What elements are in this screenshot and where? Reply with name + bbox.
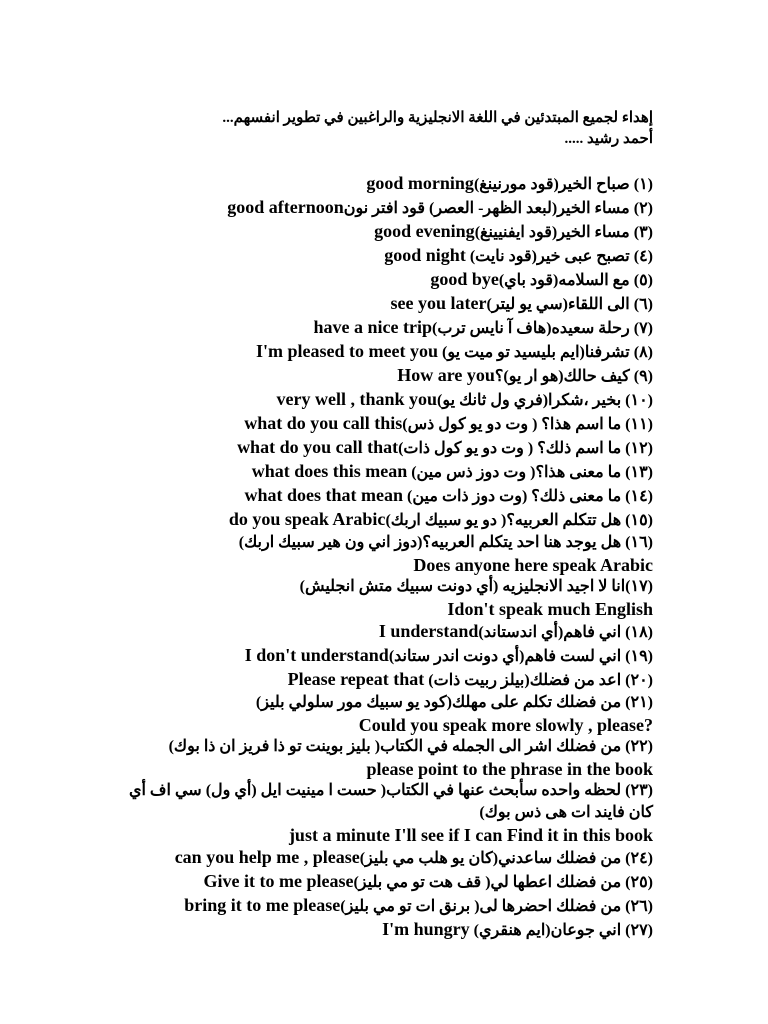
english-text: Give it to me please (203, 871, 354, 891)
english-text: Does anyone here speak Arabic (413, 555, 653, 575)
phrase-entry-12 (110, 436, 653, 460)
arabic-text: (٢٤) من فضلك ساعدني(كان يو هلب مي بليز) (359, 850, 653, 867)
arabic-text: (٨) تشرفنا(ايم بليسيد تو ميت يو) (442, 344, 653, 361)
document-content (110, 108, 653, 942)
arabic-text: (٢١) من فضلك تكلم على مهلك(كود يو سبيك مور سلولي بليز) (255, 694, 653, 711)
phrase-list (110, 172, 653, 942)
english-text: good morning (366, 173, 474, 193)
phrase-entry-21 (110, 692, 653, 736)
english-text: Idon't speak much English (447, 599, 653, 619)
phrase-entry-27 (110, 918, 653, 942)
arabic-text: (٦) الى اللقاء(سي يو ليتر) (486, 296, 653, 313)
arabic-text: (٢٣) لحظه واحده سأبحث عنها في الكتاب( حست ا مينيت ايل (أي ول) سي اف أي كان فايند ات هى ذس بوك) (128, 782, 653, 821)
phrase-entry-10 (110, 388, 653, 412)
arabic-text: (١٥) هل تتكلم العربيه؟( دو يو سبيك اربك) (385, 512, 653, 529)
english-text: very well , thank you (276, 389, 438, 409)
arabic-text: (٥) مع السلامه(قود باي) (498, 272, 653, 289)
dedication (110, 108, 653, 150)
arabic-text: (٢) مساء الخير(لبعد الظهر- العصر) قود افتر نون (343, 200, 653, 217)
phrase-entry-4 (110, 244, 653, 268)
english-text: Could you speak more slowly , please? (358, 715, 653, 735)
phrase-entry-1 (110, 172, 653, 196)
phrase-entry-9 (110, 364, 653, 388)
english-text: bring it to me please (184, 895, 341, 915)
arabic-text: (١٧)انا لا اجيد الانجليزيه (أي دونت سبيك متش انجليش) (299, 578, 653, 595)
english-text: what do you call that (237, 437, 399, 457)
english-text: good bye (430, 269, 499, 289)
arabic-text: (٢٢) من فضلك اشر الى الجمله في الكتاب( بليز بوينت تو ذا فريز ان ذا بوك) (168, 738, 653, 755)
arabic-text: (٤) تصبح عبى خير(قود نايت) (469, 248, 653, 265)
arabic-text: (١) صباح الخير(قود مورنينغ) (473, 176, 653, 193)
phrase-entry-6 (110, 292, 653, 316)
english-text: I'm hungry (382, 919, 470, 939)
english-text: what do you call this (244, 413, 403, 433)
english-text: can you help me , please (174, 847, 360, 867)
phrase-entry-3 (110, 220, 653, 244)
english-text: just a minute I'll see if I can Find it in this book (288, 825, 653, 845)
english-text: How are you (397, 365, 495, 385)
arabic-text: (٧) رحلة سعيده(هاف آ نايس ترب) (432, 320, 653, 337)
english-text: I don't understand (244, 645, 389, 665)
arabic-text: (١٢) ما اسم ذلك؟ ( وت دو يو كول ذات) (398, 440, 653, 457)
arabic-text: (١٩) اني لست فاهم(أي دونت اندر ستاند) (388, 648, 653, 665)
author-line: أحمد رشيد ..... (564, 131, 653, 147)
arabic-text: (٢٠) اعد من فضلك(بيلز ربيت ذات) (428, 672, 653, 689)
english-text: have a nice trip (313, 317, 432, 337)
phrase-entry-26 (110, 894, 653, 918)
phrase-entry-17 (110, 576, 653, 620)
english-text: do you speak Arabic (228, 509, 386, 529)
english-text: see you later (390, 293, 487, 313)
phrase-entry-22 (110, 736, 653, 780)
arabic-text: (١٦) هل يوجد هنا احد يتكلم العربيه؟(دوز اني ون هير سبيك اربك) (238, 534, 653, 551)
arabic-text: (١٣) ما معنى هذا؟( وت دوز ذس مين) (411, 464, 653, 481)
phrase-entry-19 (110, 644, 653, 668)
english-text: what does this mean (251, 461, 408, 481)
phrase-entry-7 (110, 316, 653, 340)
arabic-text: (١٨) اني فاهم(أي اندستاند) (478, 624, 653, 641)
arabic-text: (٢٥) من فضلك اعطها لي( قف هت تو مي بليز) (353, 874, 653, 891)
phrase-entry-13 (110, 460, 653, 484)
english-text: good evening (374, 221, 475, 241)
arabic-text: (١١) ما اسم هذا؟ ( وت دو يو كول ذس) (402, 416, 653, 433)
phrase-entry-20 (110, 668, 653, 692)
arabic-text: (١٤) ما معنى ذلك؟ (وت دوز ذات مين) (407, 488, 653, 505)
arabic-text: (١٠) بخير ،شكرا(فري ول ثانك يو) (437, 392, 653, 409)
arabic-text: (٢٦) من فضلك احضرها لى( برنق ات تو مي بليز) (340, 898, 653, 915)
phrase-entry-11 (110, 412, 653, 436)
phrase-entry-23 (110, 780, 653, 846)
arabic-text: (٩) كيف حالك(هو ار يو)؟ (494, 368, 653, 385)
english-text: Please repeat that (287, 669, 425, 689)
english-text: good night (384, 245, 466, 265)
english-text: what does that mean (244, 485, 404, 505)
phrase-entry-8 (110, 340, 653, 364)
arabic-text: (٣) مساء الخير(قود ايفنيينغ) (474, 224, 653, 241)
phrase-entry-14 (110, 484, 653, 508)
phrase-entry-5 (110, 268, 653, 292)
phrase-entry-15 (110, 508, 653, 532)
english-text: please point to the phrase in the book (366, 759, 653, 779)
phrase-entry-25 (110, 870, 653, 894)
arabic-text: (٢٧) اني جوعان(ايم هنقري) (473, 922, 653, 939)
dedication-line: إهداء لجميع المبتدئين في اللغة الانجليزية والراغبين في تطوير انفسهم... (222, 110, 653, 126)
english-text: good afternoon (227, 197, 344, 217)
phrase-entry-2 (110, 196, 653, 220)
phrase-entry-16 (110, 532, 653, 576)
english-text: I'm pleased to meet you (256, 341, 439, 361)
phrase-entry-24 (110, 846, 653, 870)
english-text: I understand (378, 621, 479, 641)
phrase-entry-18 (110, 620, 653, 644)
